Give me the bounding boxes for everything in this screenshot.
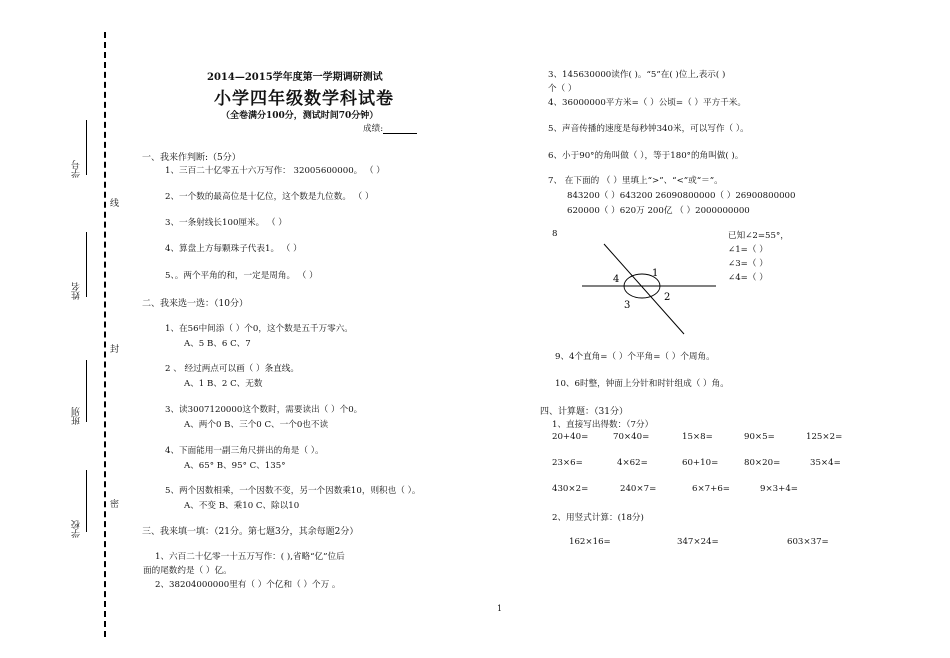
q8-angle-3: ∠3=（ ）	[728, 259, 768, 269]
school-line	[86, 470, 87, 532]
binding-char-seal: 封	[110, 345, 120, 355]
class-line	[86, 360, 87, 422]
calc-r1-c4: 90×5=	[744, 432, 775, 442]
calc-sub2: 2、用竖式计算：(18分)	[552, 513, 644, 523]
calc-r3-c1: 430×2=	[552, 484, 589, 494]
judge-item-1: 1、三百二十亿零五十六万写作： 32005600000。 （ ）	[165, 166, 385, 176]
calc-r1-c2: 70×40=	[613, 432, 650, 442]
binding-char-line: 线	[110, 199, 120, 209]
section1-heading: 一、我来作判断:（5分）	[142, 153, 241, 163]
q8-angle-1: ∠1=（ ）	[728, 245, 768, 255]
fill-item-6: 6、小于90°的角叫做（ ），等于180°的角叫做( )。	[548, 151, 744, 161]
vertical-calc-1: 162×16=	[569, 537, 611, 547]
name-label: 姓名	[72, 282, 82, 300]
judge-item-5: 5、。两个平角的和，一定是周角。 （ ）	[165, 271, 318, 281]
judge-item-3: 3、一条射线长100厘米。 （ ）	[165, 218, 287, 228]
q8-known: 已知∠2=55°，	[728, 231, 789, 241]
subtitle: （全卷满分100分，测试时间70分钟）	[221, 111, 379, 121]
fill-item-3-cont: 个（ ）	[548, 84, 577, 94]
calc-r2-c1: 23×6=	[552, 458, 583, 468]
name-line	[86, 232, 87, 297]
year-title: 2014—2015学年度第一学期调研测试	[207, 72, 383, 83]
fill-item-2: 2、38204000000里有（ ）个亿和（ ）个万 。	[155, 580, 341, 590]
fill-item-7: 7、 在下面的 （ ）里填上“>”、“<”或“＝”。	[548, 176, 723, 186]
calc-r3-c2: 240×7=	[620, 484, 657, 494]
choice-options-5: A、不变 B、乘10 C、除以10	[184, 501, 300, 511]
calc-r3-c3: 6×7+6=	[692, 484, 731, 494]
angle-figure	[576, 238, 721, 338]
fill-item-9: 9、4个直角=（ ）个平角=（ ）个周角。	[555, 352, 715, 362]
student-number-label: 学号	[72, 160, 82, 178]
angle-label-3: 3	[624, 300, 631, 311]
main-title: 小学四年级数学科试卷	[214, 89, 394, 109]
vertical-calc-2: 347×24=	[677, 537, 719, 547]
choice-options-2: A、1 B、2 C、无数	[184, 379, 263, 389]
vertical-calc-3: 603×37=	[787, 537, 829, 547]
section2-heading: 二、我来选一选：（10分）	[142, 299, 248, 309]
calc-r1-c1: 20+40=	[552, 432, 589, 442]
angle-label-1: 1	[652, 268, 659, 279]
fill-item-1: 1、六百二十亿零一十五万写作：( ),省略“亿”位后	[155, 552, 345, 562]
calc-r1-c3: 15×8=	[682, 432, 713, 442]
calc-r1-c5: 125×2=	[806, 432, 843, 442]
calc-r2-c3: 60+10=	[682, 458, 719, 468]
page-number: 1	[497, 604, 503, 613]
fill-item-5: 5、声音传播的速度是每秒钟340米，可以写作（ ）。	[548, 124, 749, 134]
choice-item-3: 3、读3007120000这个数时，需要读出（ ）个0。	[165, 405, 363, 415]
calc-r3-c4: 9×3+4=	[760, 484, 799, 494]
choice-options-3: A、两个0 B、三个0 C、一个0也不读	[184, 420, 329, 430]
angle-label-4: 4	[613, 274, 620, 285]
section4-heading: 四、计算题：（31分）	[540, 407, 628, 417]
calc-sub1: 1、直接写出得数：（7分）	[552, 420, 654, 430]
fill-item-10: 10、6时整，钟面上分针和时针组成（ ）角。	[555, 379, 729, 389]
score-label: 成绩:	[363, 122, 417, 134]
fill-item-1-cont: 面的尾数约是（ ）亿。	[143, 566, 232, 576]
judge-item-4: 4、算盘上方每颗珠子代表1。 （ ）	[165, 244, 302, 254]
choice-options-1: A、5 B、6 C、7	[184, 339, 251, 349]
section3-heading: 三、我来填一填：（21分。第七题3分，其余每题2分）	[142, 527, 359, 537]
q8-number: 8	[552, 229, 558, 239]
judge-item-2: 2、一个数的最高位是十亿位，这个数是九位数。 （ ）	[165, 192, 374, 202]
school-label: 学校	[72, 520, 82, 538]
compare-row-1: 843200（ ）643200 26090800000（ ）26900800000	[567, 191, 796, 201]
calc-r2-c5: 35×4=	[810, 458, 841, 468]
angle-label-2: 2	[664, 292, 671, 303]
choice-options-4: A、65° B、95° C、135°	[184, 461, 286, 471]
binding-char-secret: 密	[110, 500, 120, 510]
class-label: 班别	[72, 407, 82, 425]
binding-margin-line	[104, 32, 106, 637]
fill-item-3: 3、145630000读作( )。“5”在( )位上,表示( )	[548, 70, 726, 80]
fill-item-4: 4、36000000平方米=（ ）公顷=（ ）平方千米。	[548, 98, 746, 108]
choice-item-1: 1、在56中间添（ ）个0，这个数是五千万零六。	[165, 324, 353, 334]
choice-item-4: 4、下面能用一副三角尺拼出的角是（ ）。	[165, 446, 324, 456]
choice-item-5: 5、两个因数相乘，一个因数不变，另一个因数乘10，则积也（ ）。	[165, 486, 421, 496]
student-number-line	[86, 120, 87, 175]
calc-r2-c4: 80×20=	[744, 458, 781, 468]
choice-item-2: 2 、 经过两点可以画（ ）条直线。	[165, 364, 299, 374]
compare-row-2: 620000（ ）620万 200亿 （ ）2000000000	[567, 206, 750, 216]
q8-angle-4: ∠4=（ ）	[728, 273, 768, 283]
calc-r2-c2: 4×62=	[617, 458, 648, 468]
